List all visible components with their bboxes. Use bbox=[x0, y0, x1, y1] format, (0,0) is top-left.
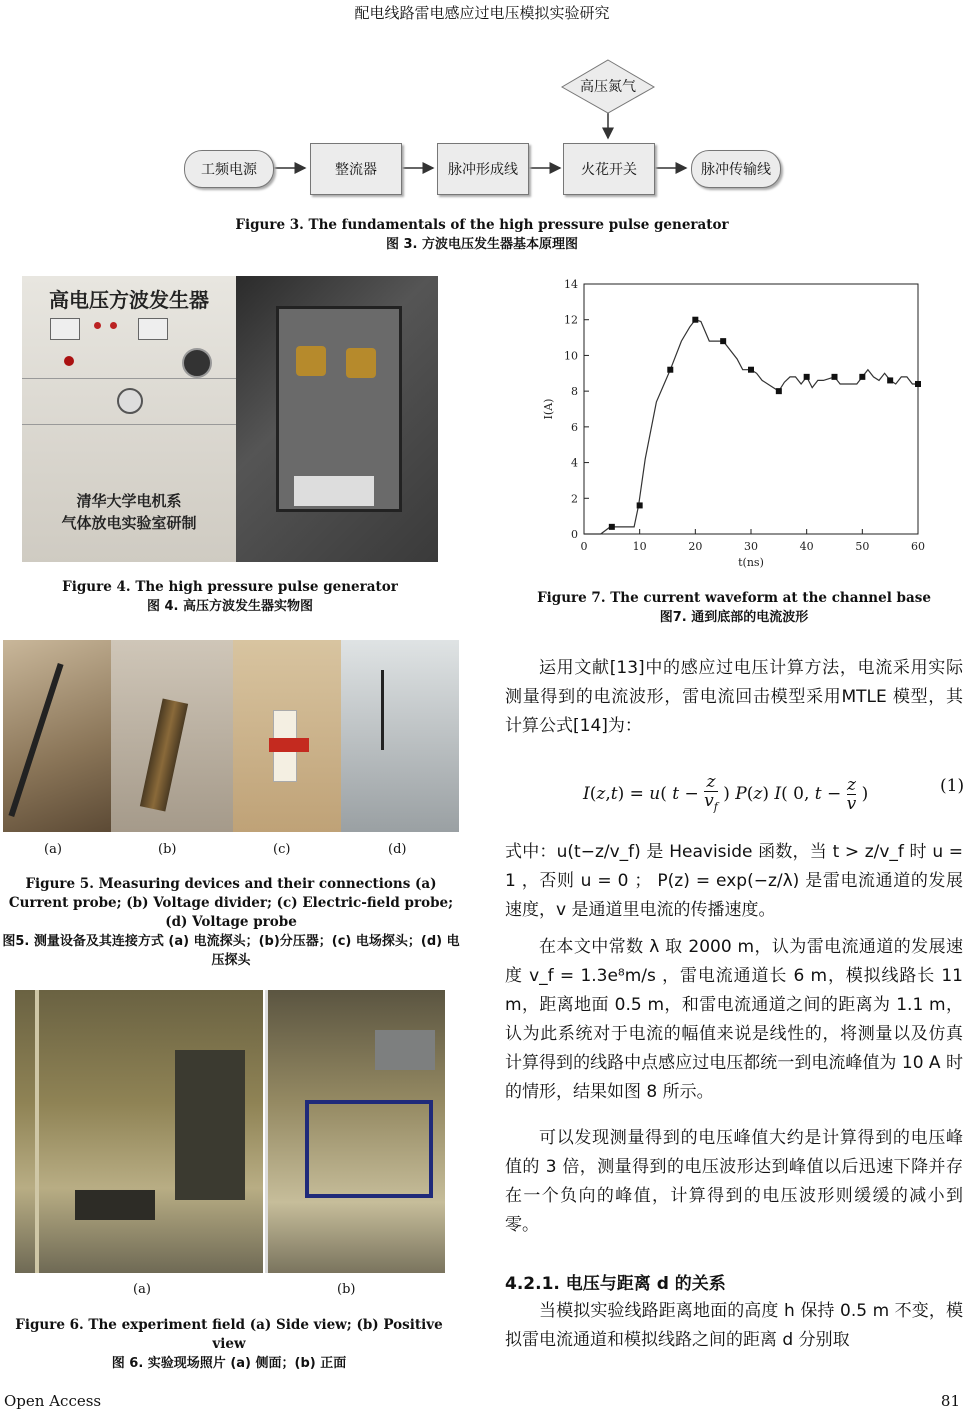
y-axis-label: I(A) bbox=[542, 398, 555, 420]
y-tick-label: 12 bbox=[564, 313, 578, 327]
indicator-light bbox=[110, 322, 117, 329]
data-point-marker bbox=[776, 388, 782, 394]
y-tick-label: 4 bbox=[571, 456, 578, 470]
diamond-label: 高压氮气 bbox=[580, 79, 636, 95]
figure4-caption-en: Figure 4. The high pressure pulse generator bbox=[62, 579, 398, 595]
photo-positive-view bbox=[265, 990, 445, 1273]
data-point-marker bbox=[748, 367, 754, 373]
figure5-label-b: (b) bbox=[158, 842, 177, 857]
x-tick-label: 20 bbox=[688, 540, 703, 553]
data-point-marker bbox=[804, 374, 810, 380]
paragraph-2: 式中：u(t−z/v_f) 是 Heaviside 函数，当 t > z/v_f 时 u = 1 ，否则 u = 0 ； P(z) = exp(−z/λ) 是雷电流通道的发展速度，v 是通道里电流的传播速度。 bbox=[505, 842, 963, 920]
equation-number: (1) bbox=[940, 776, 964, 796]
plot-frame bbox=[584, 284, 918, 534]
rack-component bbox=[346, 348, 376, 378]
x-tick-label: 10 bbox=[632, 540, 647, 553]
data-point-marker bbox=[692, 317, 698, 323]
x-tick-label: 50 bbox=[855, 540, 870, 553]
y-tick-label: 0 bbox=[571, 528, 578, 541]
meter-right bbox=[138, 318, 168, 340]
figure6-caption-zh: 图 6. 实验现场照片 (a) 侧面；(b) 正面 bbox=[111, 1356, 347, 1371]
photo-field-probe bbox=[233, 640, 341, 832]
data-point-marker bbox=[609, 524, 615, 530]
x-axis-ticks bbox=[581, 529, 926, 553]
figure5-label-a: (a) bbox=[44, 842, 62, 857]
panel-inscription bbox=[22, 490, 236, 534]
button-red bbox=[64, 356, 74, 366]
flow-box-transmission: 脉冲传输线 bbox=[691, 150, 781, 188]
figure5-label-c: (c) bbox=[273, 842, 291, 857]
data-point-marker bbox=[859, 374, 865, 380]
figure6-label-a: (a) bbox=[133, 1282, 151, 1297]
meter-left bbox=[50, 318, 80, 340]
divider-line bbox=[265, 990, 268, 1273]
paragraph-3: 在本文中常数 λ 取 2000 m，认为雷电流通道的发展速度 v_f = 1.3e⁸m/s ，雷电流通道长 6 m，模拟线路长 11 m，距离地面 0.5 m，和雷电流通道之间的距离为 1.1 m，认为此系统对于电流的幅值来说是线性的，将测量以及仿真计算得到的线路中点感应过电压都统一到电流峰值为 10 A 时的情形，结果如图 8 所示。 bbox=[505, 937, 963, 1102]
figure5-label-d: (d) bbox=[388, 842, 407, 857]
paragraph-results bbox=[505, 1124, 963, 1240]
flow-box-spark-switch: 火花开关 bbox=[563, 143, 655, 195]
figure3-caption-en: Figure 3. The fundamentals of the high pressure pulse generator bbox=[235, 217, 729, 233]
pole bbox=[35, 990, 39, 1273]
inscription-line-2: 气体放电实验室研制 bbox=[61, 514, 197, 532]
y-tick-label: 10 bbox=[564, 349, 578, 363]
y-tick-label: 2 bbox=[571, 492, 578, 506]
flow-box-power: 工频电源 bbox=[184, 150, 274, 188]
probe-cable bbox=[8, 663, 63, 817]
figure7-caption-zh: 图7. 通到底部的电流波形 bbox=[659, 610, 809, 625]
rack-component bbox=[296, 346, 326, 376]
series-markers bbox=[609, 317, 921, 530]
figure7-caption bbox=[505, 589, 963, 627]
figure7-chart bbox=[540, 276, 940, 576]
x-tick-label: 40 bbox=[799, 540, 814, 553]
figure3-caption bbox=[0, 216, 964, 254]
probe-wire bbox=[381, 670, 384, 750]
flow-box-pulse-line: 脉冲形成线 bbox=[437, 143, 529, 195]
pressure-gauge bbox=[117, 388, 143, 414]
x-axis-label: t(ns) bbox=[738, 556, 764, 569]
figure4-photo bbox=[22, 276, 438, 562]
equation-1: I(z,t) = u( t − $\frac{z}{v_f}$ ) P(z) I( 0, t − $\frac{z}{v}$ ) bbox=[583, 772, 869, 815]
figure5-caption-en: Figure 5. Measuring devices and their connections (a) Current probe; (b) Voltage divider; (c) Electric-field probe; (d) Voltage probe bbox=[8, 876, 454, 930]
paragraph-parameters bbox=[505, 933, 963, 1107]
flow-box-rectifier: 整流器 bbox=[310, 143, 402, 195]
x-tick-label: 0 bbox=[580, 540, 588, 553]
inscription-line-1: 清华大学电机系 bbox=[76, 492, 182, 510]
running-title: 配电线路雷电感应过电压模拟实验研究 bbox=[354, 4, 610, 22]
paragraph-5: 当模拟实验线路距离地面的高度 h 保持 0.5 m 不变，模拟雷电流通道和模拟线路之间的距离 d 分别取 bbox=[505, 1301, 963, 1350]
figure5-caption-zh: 图5. 测量设备及其连接方式 (a) 电流探头；(b)分压器；(c) 电场探头；(d) 电压探头 bbox=[2, 934, 460, 968]
x-tick-label: 30 bbox=[744, 540, 758, 553]
footer-open-access: Open Access bbox=[4, 1392, 102, 1410]
divider-body bbox=[140, 698, 188, 811]
photo-voltage-divider bbox=[111, 640, 233, 832]
dial-knob bbox=[182, 348, 212, 378]
photo-current-probe bbox=[3, 640, 111, 832]
section-heading: 4.2.1. 电压与距离 d 的关系 bbox=[505, 1274, 726, 1294]
figure7-caption-en: Figure 7. The current waveform at the channel base bbox=[537, 590, 931, 606]
equipment bbox=[175, 1050, 245, 1200]
series-line bbox=[584, 320, 918, 534]
x-tick-label: 60 bbox=[911, 540, 925, 553]
photo-side-view bbox=[15, 990, 263, 1273]
generator-rack bbox=[236, 276, 438, 562]
paragraph-1: 运用文献[13]中的感应过电压计算方法，电流采用实际测量得到的电流波形，雷电流回击模型采用MTLE 模型，其计算公式[14]为： bbox=[505, 658, 963, 736]
y-tick-label: 6 bbox=[571, 420, 578, 434]
figure5-caption bbox=[2, 875, 460, 970]
photo-voltage-probe bbox=[341, 640, 459, 832]
figure3-caption-zh: 图 3. 方波电压发生器基本原理图 bbox=[385, 237, 579, 252]
data-point-marker bbox=[887, 377, 893, 383]
paragraph-4: 可以发现测量得到的电压峰值大约是计算得到的电压峰值的 3 倍，测量得到的电压波形达到峰值以后迅速下降并存在一个负向的峰值，计算得到的电压波形则缓缓的减小到零。 bbox=[505, 1128, 963, 1235]
data-point-marker bbox=[915, 381, 921, 387]
paragraph-method bbox=[505, 654, 963, 741]
y-tick-label: 8 bbox=[571, 385, 578, 399]
figure4-caption bbox=[22, 578, 438, 616]
probe-tape bbox=[269, 738, 309, 752]
data-point-marker bbox=[637, 502, 643, 508]
rack-component bbox=[294, 476, 374, 506]
equipment bbox=[75, 1190, 155, 1220]
paragraph-distance bbox=[505, 1297, 963, 1355]
panel-title: 高电压方波发生器 bbox=[49, 288, 209, 312]
data-point-marker bbox=[667, 367, 673, 373]
generator-front-panel bbox=[22, 276, 236, 562]
panel-divider bbox=[22, 424, 236, 425]
figure6-label-b: (b) bbox=[337, 1282, 356, 1297]
figure6-caption-en: Figure 6. The experiment field (a) Side view; (b) Positive view bbox=[15, 1317, 443, 1352]
figure6-caption bbox=[0, 1316, 458, 1373]
y-tick-label: 14 bbox=[564, 278, 578, 291]
oscilloscope bbox=[375, 1030, 435, 1070]
data-point-marker bbox=[832, 374, 838, 380]
panel-divider bbox=[22, 378, 236, 379]
blue-cart bbox=[305, 1100, 433, 1198]
page-number: 81 bbox=[940, 1392, 960, 1410]
y-axis-ticks bbox=[564, 278, 589, 541]
data-point-marker bbox=[720, 338, 726, 344]
figure4-caption-zh: 图 4. 高压方波发生器实物图 bbox=[146, 599, 314, 614]
indicator-light bbox=[94, 322, 101, 329]
paragraph-definitions bbox=[505, 838, 963, 925]
